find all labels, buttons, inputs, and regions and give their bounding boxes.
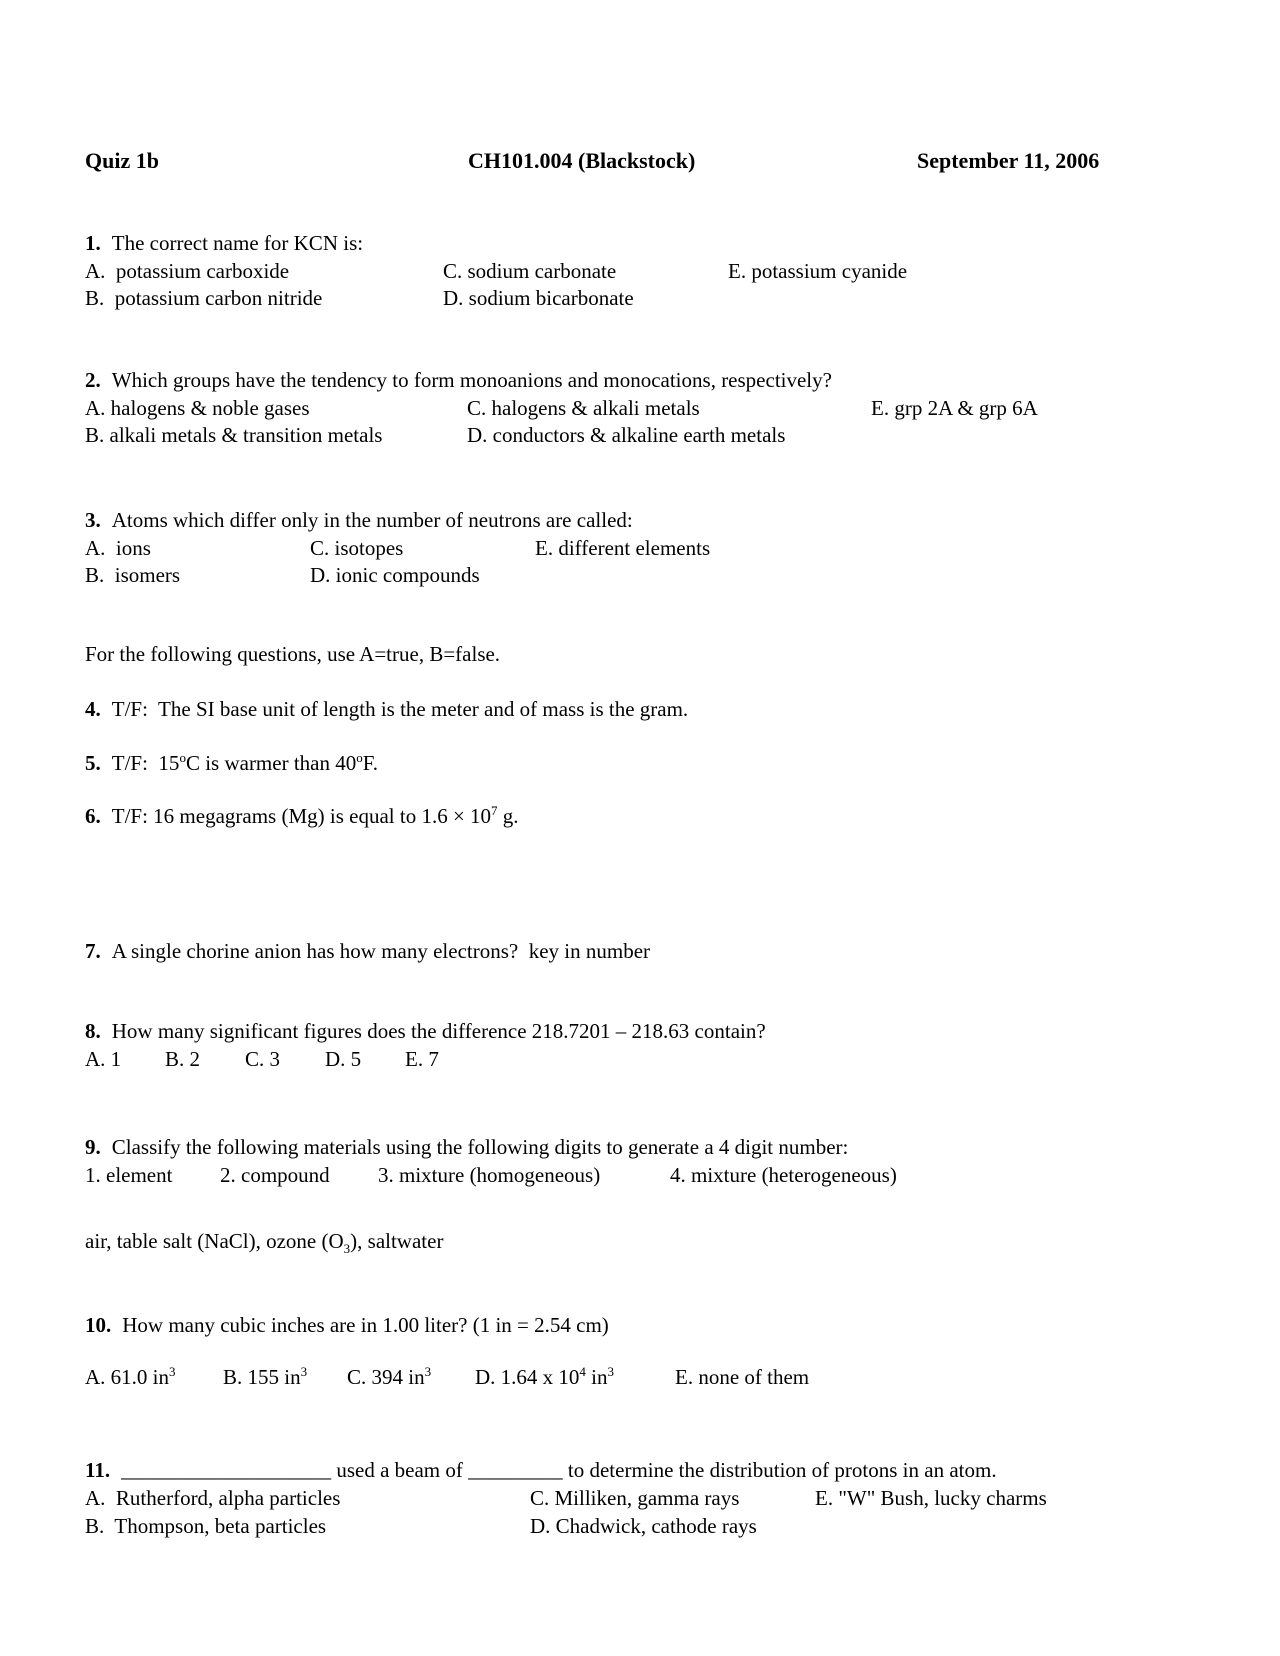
question-8-option-b: B. 2: [165, 1047, 201, 1071]
question-9-prompt: Classify the following materials using the following digits to generate a 4 digit number:: [111, 1135, 849, 1159]
question-5-number: 5.: [85, 751, 101, 775]
question-3-option-a: A. ions: [85, 536, 151, 560]
question-3-number: 3.: [85, 508, 101, 532]
ozone-subscript: 3: [343, 1241, 351, 1257]
question-6-number: 6.: [85, 804, 101, 828]
question-11-prompt-mid: used a beam of: [331, 1458, 469, 1482]
question-11-option-c: C. Milliken, gamma rays: [530, 1486, 740, 1510]
true-false-instruction: For the following questions, use A=true, B=false.: [85, 642, 501, 666]
degree-superscript: o: [356, 750, 363, 765]
question-5-prompt-part: C is warmer than 40: [185, 751, 357, 775]
question-8-option-e: E. 7: [405, 1047, 439, 1071]
question-11-option-d: D. Chadwick, cathode rays: [530, 1514, 757, 1538]
question-9-text: [85, 1133, 848, 1161]
question-7-text: [85, 937, 650, 965]
question-2-option-d: D. conductors & alkaline earth metals: [467, 423, 786, 447]
question-1-option-a: A. potassium carboxide: [85, 259, 290, 283]
question-8-option-d: D. 5: [325, 1047, 362, 1071]
question-2-number: 2.: [85, 368, 101, 392]
question-10-option-b: B. 155 $in^3$: [223, 1364, 308, 1389]
question-3-option-e: E. different elements: [535, 536, 711, 560]
question-7-number: 7.: [85, 939, 101, 963]
question-1-option-b: B. potassium carbon nitride: [85, 286, 323, 310]
question-1-option-c: C. sodium carbonate: [443, 259, 617, 283]
question-9-digit-2: 2. compound: [220, 1163, 330, 1187]
question-1-option-e: E. potassium cyanide: [728, 259, 908, 283]
question-8-option-c: C. 3: [245, 1047, 281, 1071]
question-3-prompt: Atoms which differ only in the number of neutrons are called:: [111, 508, 633, 532]
question-10-text: [85, 1311, 609, 1339]
question-8-text: [85, 1017, 766, 1045]
question-1-prompt: The correct name for KCN is:: [111, 231, 364, 255]
question-6-text: [85, 802, 519, 830]
question-10-number: 10.: [85, 1313, 112, 1337]
question-8-number: 8.: [85, 1019, 101, 1043]
question-4-prompt: T/F: The SI base unit of length is the meter and of mass is the gram.: [111, 697, 689, 721]
course-title: CH101.004 (Blackstock): [468, 148, 696, 173]
question-11-text: [85, 1456, 997, 1484]
question-11-blank-1: ____________________: [121, 1458, 332, 1482]
question-2-option-a: A. halogens & noble gases: [85, 396, 310, 420]
question-5-text: [85, 749, 378, 777]
question-10-option-e: E. none of them: [675, 1365, 810, 1389]
question-3-text: [85, 506, 633, 534]
degree-superscript: o: [179, 750, 186, 765]
question-10-option-d: D. 1.64 x $10^4$ $in^3$: [475, 1364, 615, 1389]
question-11-blank-2: _________: [468, 1458, 563, 1482]
cubed-superscript: 3: [169, 1364, 176, 1379]
question-9-digit-4: 4. mixture (heterogeneous): [670, 1163, 897, 1187]
cubed-superscript: 3: [607, 1364, 615, 1379]
question-2-option-b: B. alkali metals & transition metals: [85, 423, 383, 447]
question-11-number: 11.: [85, 1458, 111, 1482]
question-1-option-d: D. sodium bicarbonate: [443, 286, 634, 310]
question-11-option-b: B. Thompson, beta particles: [85, 1514, 327, 1538]
question-8-prompt: How many significant figures does the difference 218.7201 – 218.63 contain?: [111, 1019, 766, 1043]
question-3-option-c: C. isotopes: [310, 536, 404, 560]
exponent-superscript: 4: [579, 1364, 586, 1379]
cubed-superscript: 3: [424, 1364, 432, 1379]
question-6-prompt-part: g.: [497, 804, 519, 828]
question-3-option-b: B. isomers: [85, 563, 181, 587]
question-11-option-e: E. "W" Bush, lucky charms: [815, 1486, 1047, 1510]
materials-part: ), saltwater: [350, 1229, 444, 1253]
question-3-option-d: D. ionic compounds: [310, 563, 480, 587]
question-5-prompt-part: F.: [362, 751, 378, 775]
question-11-option-a: A. Rutherford, alpha particles: [85, 1486, 341, 1510]
quiz-date: September 11, 2006: [917, 148, 1100, 173]
question-10-option-c: C. 394 $in^3$: [347, 1364, 432, 1389]
quiz-title: Quiz 1b: [85, 148, 159, 173]
question-9-digit-3: 3. mixture (homogeneous): [378, 1163, 601, 1187]
question-9-number: 9.: [85, 1135, 101, 1159]
question-2-prompt: Which groups have the tendency to form monoanions and monocations, respectively?: [111, 368, 832, 392]
question-1-number: 1.: [85, 231, 101, 255]
cubed-superscript: 3: [300, 1364, 308, 1379]
question-2-option-e: E. grp 2A & grp 6A: [871, 396, 1038, 420]
question-7-prompt: A single chorine anion has how many electrons? key in number: [111, 939, 651, 963]
question-8-option-a: A. 1: [85, 1047, 122, 1071]
question-6-prompt-part: T/F: 16 megagrams (Mg) is equal to 1.6 × 10: [111, 804, 492, 828]
question-11-prompt-tail: to determine the distribution of protons in an atom.: [562, 1458, 997, 1482]
materials-part: air, table salt (NaCl), ozone (O: [85, 1229, 344, 1253]
question-2-option-c: C. halogens & alkali metals: [467, 396, 700, 420]
question-1-text: [85, 229, 363, 257]
question-10-option-a: A. 61.0 $in^3$: [85, 1364, 176, 1389]
question-4-text: [85, 695, 688, 723]
question-2-text: [85, 366, 832, 394]
question-9-digit-1: 1. element: [85, 1163, 173, 1187]
question-5-prompt-part: T/F: 15: [111, 751, 180, 775]
question-10-prompt: How many cubic inches are in 1.00 liter? (1 in = 2.54 cm): [122, 1313, 609, 1337]
question-4-number: 4.: [85, 697, 101, 721]
exponent-superscript: 7: [491, 803, 498, 818]
question-9-materials-list: [85, 1227, 443, 1255]
